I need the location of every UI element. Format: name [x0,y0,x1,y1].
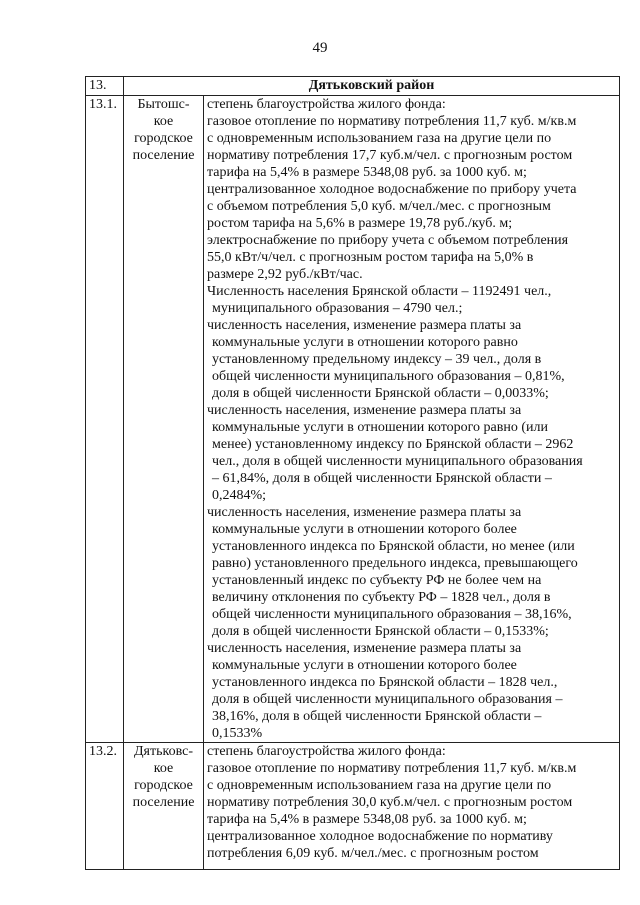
table-row [86,743,620,870]
text-line: с одновременным использованием газа на другие цели по [207,131,552,146]
text-line: муниципального образования – 4790 чел.; [212,301,463,316]
municipality-name [124,743,204,870]
text-line: степень благоустройства жилого фонда: [207,97,446,112]
text-line: тарифа на 5,4% в размере 5348,08 руб. за 1000 куб. м; [207,812,527,827]
text-line: установленного индекса по Брянской области – 1828 чел., [212,675,558,690]
municipality-line: кое [153,114,174,129]
text-line: – 61,84%, доля в общей численности Брянской области – [212,471,552,486]
text-line: чел., доля в общей численности муниципального образования [212,454,583,469]
text-line: установленный индекс по субъекту РФ не более чем на [212,573,542,588]
text-line: доля в общей численности Брянской области – 0,0033%; [212,386,549,401]
municipality-line: Дятьковс- [134,744,193,759]
text-line: коммунальные услуги в отношении которого более [212,522,517,537]
text-line: централизованное холодное водоснабжение по нормативу [207,829,553,844]
row-number: 13.1. [86,96,124,743]
text-line: 0,2484%; [212,488,267,503]
text-line: размере 2,92 руб./кВт/час. [207,267,363,282]
municipality-line: поселение [132,148,195,163]
section-header-row [86,77,620,96]
text-line: общей численности муниципального образования – 38,16%, [212,607,572,622]
text-line: централизованное холодное водоснабжение по прибору учета [207,182,577,197]
text-line: численность населения, изменение размера платы за [207,641,522,656]
text-line: потребления 6,09 куб. м/чел./мес. с прогнозным ростом [207,846,539,861]
text-line: численность населения, изменение размера платы за [207,505,522,520]
municipality-line: Бытошс- [137,97,190,112]
municipality-line: городское [134,131,193,146]
text-line: степень благоустройства жилого фонда: [207,744,446,759]
text-line: коммунальные услуги в отношении которого более [212,658,517,673]
text-line: Численность населения Брянской области – 1192491 чел., [207,284,552,299]
text-line: тарифа на 5,4% в размере 5348,08 руб. за 1000 куб. м; [207,165,527,180]
text-line: коммунальные услуги в отношении которого равно [212,335,518,350]
text-line: с объемом потребления 5,0 куб. м/чел./мес. с прогнозным [207,199,551,214]
text-line: величину отклонения по субъекту РФ – 1828 чел., доля в [212,590,551,605]
text-line: равно) установленного предельного индекса, превышающего [212,556,578,571]
text-line: доля в общей численности муниципального образования – [212,692,563,707]
text-line: коммунальные услуги в отношении которого равно (или [212,420,548,435]
text-line: численность населения, изменение размера платы за [207,403,522,418]
text-line: менее) установленному индексу по Брянской области – 2962 [212,437,574,452]
row-number: 13.2. [86,743,124,870]
row-description [204,96,620,743]
text-line: 38,16%, доля в общей численности Брянской области – [212,709,542,724]
section-title: Дятьковский район [124,77,620,96]
text-line: нормативу потребления 30,0 куб.м/чел. с прогнозным ростом [207,795,573,810]
text-line: газовое отопление по нормативу потребления 11,7 куб. м/кв.м [207,114,577,129]
text-line: установленного индекса по Брянской области, но менее (или [212,539,575,554]
text-line: общей численности муниципального образования – 0,81%, [212,369,565,384]
municipality-line: городское [134,778,193,793]
text-line: 55,0 кВт/ч/чел. с прогнозным ростом тарифа на 5,0% в [207,250,534,265]
text-line: нормативу потребления 17,7 куб.м/чел. с прогнозным ростом [207,148,573,163]
text-line: газовое отопление по нормативу потребления 11,7 куб. м/кв.м [207,761,577,776]
text-line: 0,1533% [212,726,263,741]
text-line: доля в общей численности Брянской области – 0,1533%; [212,624,549,639]
page-number: 49 [312,40,328,56]
table-row [86,96,620,743]
municipality-line: кое [153,761,174,776]
municipality-line: поселение [132,795,195,810]
text-line: электроснабжение по прибору учета с объемом потребления [207,233,569,248]
text-line: установленному предельному индексу – 39 чел., доля в [212,352,542,367]
text-line: с одновременным использованием газа на другие цели по [207,778,552,793]
section-number: 13. [86,77,124,96]
row-description [204,743,620,870]
text-line: ростом тарифа на 5,6% в размере 19,78 руб./куб. м; [207,216,513,231]
municipality-name [124,96,204,743]
text-line: численность населения, изменение размера платы за [207,318,522,333]
tariff-table [85,76,620,870]
